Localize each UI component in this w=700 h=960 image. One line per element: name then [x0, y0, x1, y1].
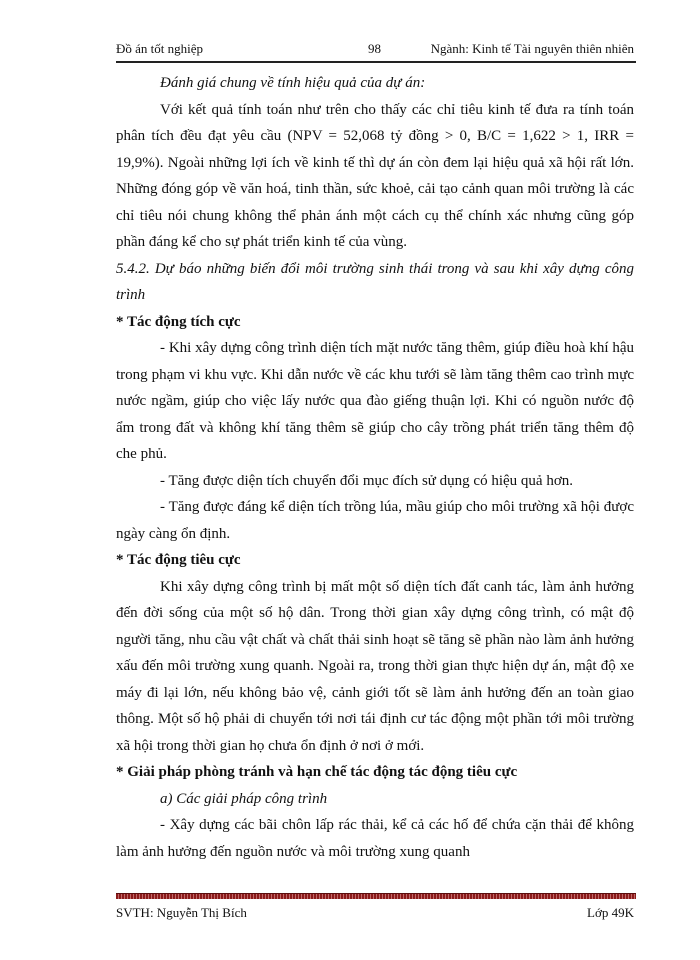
footer-divider [116, 893, 636, 899]
header-page-number: 98 [368, 41, 381, 56]
subheading-engineering-solutions: a) Các giải pháp công trình [160, 790, 328, 807]
page-footer [116, 905, 634, 923]
header-major: Ngành: Kinh tế Tài nguyên thiên nhiên [430, 41, 634, 56]
page-header [116, 41, 634, 61]
paragraph-solution-1: - Xây dựng các bãi chôn lấp rác thải, kể cả các hố để chứa cặn thải để không làm ảnh hưởng đến nguồn nước và môi trường xung quanh [116, 817, 634, 860]
paragraph-evaluation: Với kết quả tính toán như trên cho thấy các chỉ tiêu kinh tế đưa ra tính toán phân tích đều đạt yêu cầu (NPV = 52,068 tỷ đồng > 0, B/C = 1,622 > 1, IRR = 19,9%). Ngoài những lợi ích về kinh tế thì dự án còn đem lại hiệu quả xã hội rất lớn. Những đóng góp về văn hoá, tinh thần, sức khoẻ, cải tạo cảnh quan môi trường là các chỉ tiêu nói chung không thể phản ánh một cách cụ thể chính xác nhưng cũng góp phần đáng kể cho sự phát triển kinh tế của vùng. [116, 101, 634, 250]
paragraph-positive-1: - Khi xây dựng công trình diện tích mặt nước tăng thêm, giúp điều hoà khí hậu trong phạm vi khu vực. Khi dẫn nước về các khu tưới sẽ làm tăng thêm cao trình mực nước ngầm, giúp cho việc lấy nước qua đào giếng thuận lợi. Khi có nguồn nước độ ẩm trong đất và không khí tăng thêm sẽ giúp cho cây trồng phát triển tăng thêm độ che phủ. [116, 340, 634, 462]
heading-mitigation-solutions: * Giải pháp phòng tránh và hạn chế tác động tác động tiêu cực [116, 764, 518, 780]
header-divider [116, 61, 636, 63]
heading-negative-impacts: * Tác động tiêu cực [116, 552, 241, 568]
heading-overall-evaluation: Đánh giá chung về tính hiệu quả của dự án: [160, 75, 426, 91]
paragraph-positive-2: - Tăng được diện tích chuyển đổi mục đích sử dụng có hiệu quả hơn. [160, 472, 574, 489]
document-body [116, 70, 634, 865]
paragraph-negative-1: Khi xây dựng công trình bị mất một số diện tích đất canh tác, làm ảnh hưởng đến đời sống của một số hộ dân. Trong thời gian xây dựng công trình, có mật độ người tăng, nhu cầu vật chất và chất thải sinh hoạt sẽ tăng sẽ phần nào làm ảnh hưởng xấu đến môi trường xung quanh. Ngoài ra, trong thời gian thực hiện dự án, mật độ xe máy đi lại lớn, nếu không bảo vệ, cảnh giới tốt sẽ làm ảnh hưởng đến an toàn giao thông. Một số hộ phải di chuyển tới nơi tái định cư tác động một phần tới môi trường xã hội trong thời gian họ chưa ổn định ở nơi ở mới. [116, 578, 634, 754]
paragraph-positive-3: - Tăng được đáng kể diện tích trồng lúa, mầu giúp cho môi trường xã hội được ngày càng ổn định. [116, 499, 634, 542]
footer-class: Lớp 49K [587, 905, 634, 920]
section-title-5-4-2: 5.4.2. Dự báo những biến đổi môi trường sinh thái trong và sau khi xây dựng công trình [116, 260, 634, 303]
heading-positive-impacts: * Tác động tích cực [116, 313, 241, 330]
footer-student-name: SVTH: Nguyễn Thị Bích [116, 905, 247, 920]
header-document-type: Đồ án tốt nghiệp [116, 41, 204, 56]
